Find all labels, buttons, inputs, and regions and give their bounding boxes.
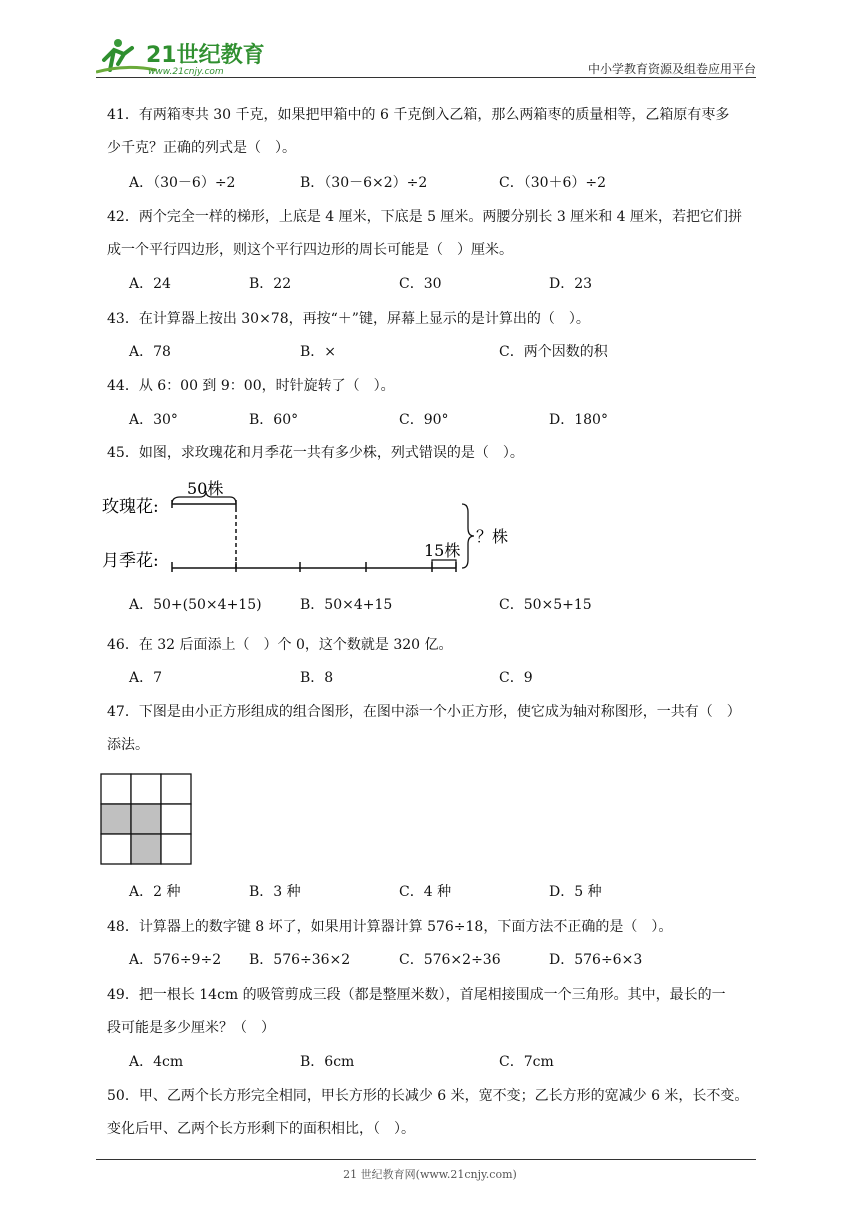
total-brace [462,504,474,568]
q42-option-b: B．22 [249,276,292,292]
q47-option-d: D．5 种 [549,884,602,900]
question-42-line-1: 42．两个完全一样的梯形，上底是 4 厘米，下底是 5 厘米。两腰分别长 3 厘米和 4 厘米，若把它们拼 [107,209,743,225]
grid-cell-empty [161,774,191,804]
question-41-line-2: 少千克？正确的列式是（ ）。 [107,140,296,156]
question-42-line-2: 成一个平行四边形，则这个平行四边形的周长可能是（ ）厘米。 [107,242,513,258]
question-43-line-1: 43．在计算器上按出 30×78，再按“＋”键，屏幕上显示的是计算出的（ ）。 [107,311,590,327]
question-47-line-2: 添法。 [107,737,149,753]
footer-text: 21 世纪教育网(www.21cnjy.com) [343,1168,517,1181]
extra-amount: 15株 [424,541,461,560]
grid-cell-empty [161,804,191,834]
grid-cell-empty [161,834,191,864]
grid-cell-shaded [101,804,131,834]
question-45-line-1: 45．如图，求玫瑰花和月季花一共有多少株，列式错误的是（ ）。 [107,445,524,461]
footer-divider [96,1159,756,1160]
site-logo [96,34,266,78]
q44-option-b: B．60° [249,412,299,428]
q49-option-c: C．7cm [499,1054,554,1070]
platform-name: 中小学教育资源及组卷应用平台 [587,62,756,76]
rose-label: 玫瑰花: [102,497,159,517]
question-47-line-1: 47．下图是由小正方形组成的组合图形，在图中添一个小正方形，使它成为轴对称图形，一共有（ ） [107,704,741,720]
q46-option-a: A．7 [129,670,163,686]
q44-option-d: D．180° [549,412,608,428]
rose-amount: 50株 [187,479,224,498]
figure-47-grid [99,772,193,866]
grid-cell-empty [131,774,161,804]
header-divider [96,77,756,78]
question-41-line-1: 41．有两箱枣共 30 千克，如果把甲箱中的 6 千克倒入乙箱，那么两箱枣的质量相等，乙箱原有枣多 [107,107,730,123]
q48-option-c: C．576×2÷36 [399,952,501,968]
grid-cell-shaded [131,804,161,834]
question-49-line-1: 49．把一根长 14cm 的吸管剪成三段（都是整厘米数），首尾相接围成一个三角形。其中，最长的一 [107,987,726,1003]
q47-option-c: C．4 种 [399,884,452,900]
q45-option-b: B．50×4+15 [300,597,393,613]
q47-option-b: B．3 种 [249,884,301,900]
q48-option-b: B．576÷36×2 [249,952,351,968]
logo-text: 21世纪教育 [146,43,265,68]
q49-option-b: B．6cm [300,1054,355,1070]
grid-cell-empty [101,834,131,864]
q41-option-c: C．（30＋6）÷2 [499,175,607,191]
q42-option-c: C．30 [399,276,442,292]
question-50-line-2: 变化后甲、乙两个长方形剩下的面积相比，（ ）。 [107,1121,415,1137]
q49-option-a: A．4cm [129,1054,184,1070]
q44-option-a: A．30° [129,412,178,428]
q41-option-a: A．（30－6）÷2 [129,175,236,191]
q46-option-b: B．8 [300,670,334,686]
figure-45-segment-diagram [96,474,526,584]
grid-cell-shaded [131,834,161,864]
q45-option-a: A．50+(50×4+15) [129,597,262,613]
question-50-line-1: 50．甲、乙两个长方形完全相同，甲长方形的长减少 6 米，宽不变；乙长方形的宽减少 6 米，长不变。 [107,1088,749,1104]
extra-brace [432,560,456,568]
q46-option-c: C．9 [499,670,533,686]
question-48-line-1: 48．计算器上的数字键 8 坏了，如果用计算器计算 576÷18，下面方法不正确的是（ ）。 [107,919,673,935]
q43-option-c: C．两个因数的积 [499,344,608,360]
q48-option-d: D．576÷6×3 [549,952,643,968]
q47-option-a: A．2 种 [129,884,181,900]
grid-cell-empty [101,774,131,804]
q43-option-a: A．78 [129,344,171,360]
question-44-line-1: 44．从 6：00 到 9：00，时针旋转了（ ）。 [107,378,395,394]
q41-option-b: B．（30－6×2）÷2 [300,175,428,191]
q44-option-c: C．90° [399,412,449,428]
total-label: ？株 [476,527,509,546]
logo-url: www.21cnjy.com [148,67,224,77]
q48-option-a: A．576÷9÷2 [129,952,222,968]
q43-option-b: B．× [300,344,337,360]
q42-option-d: D．23 [549,276,593,292]
moon-label: 月季花: [102,551,159,571]
q45-option-c: C．50×5+15 [499,597,592,613]
q42-option-a: A．24 [129,276,171,292]
question-49-line-2: 段可能是多少厘米？（ ） [107,1020,275,1036]
question-46-line-1: 46．在 32 后面添上（ ）个 0，这个数就是 320 亿。 [107,637,453,653]
